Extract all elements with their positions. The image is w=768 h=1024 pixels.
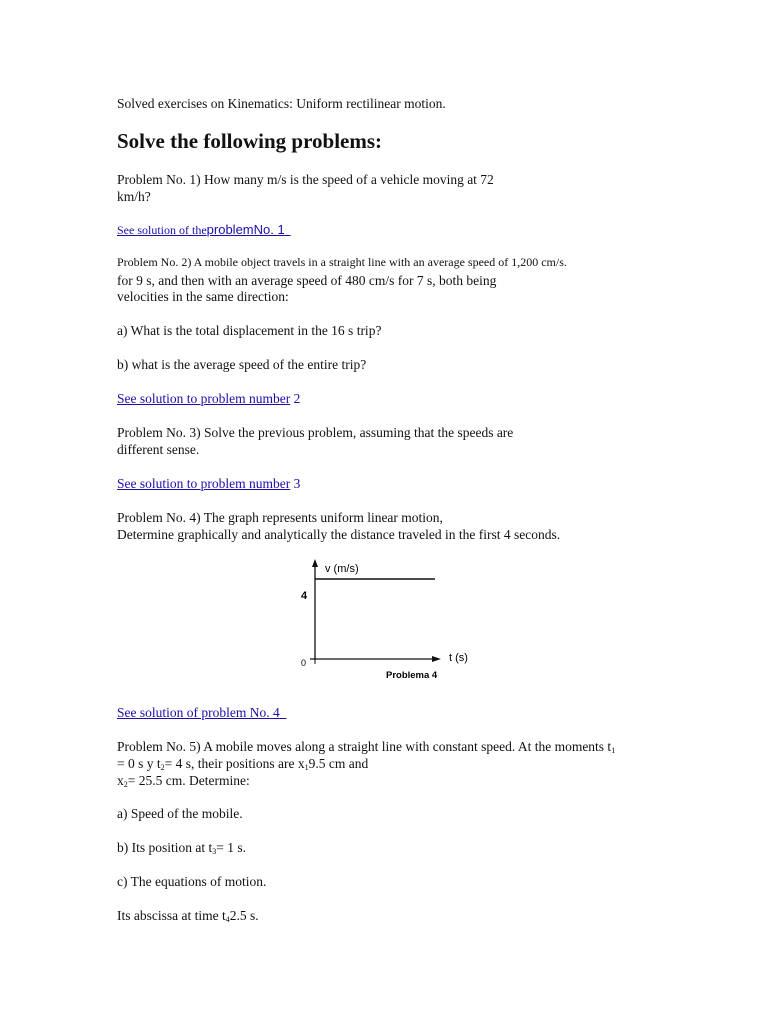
p5-b-b: = 1 s. <box>216 840 246 855</box>
solution-link-1[interactable] <box>117 222 291 238</box>
solution-link-4-label: See solution of problem No. 4 <box>117 705 280 720</box>
p5-line2-a: = 0 s y t <box>117 756 161 771</box>
link-1-part-b: problem <box>206 222 254 237</box>
velocity-time-graph <box>280 555 510 690</box>
problem-3-text: Problem No. 3) Solve the previous problem, assuming that the speeds are <box>117 425 514 440</box>
problem-4-text: Problem No. 4) The graph represents uniform linear motion, <box>117 510 443 525</box>
solution-link-2-number: 2 <box>293 391 301 406</box>
solution-link-2[interactable]: See solution to problem number <box>117 391 291 406</box>
p5-sub-t1: 1 <box>611 746 616 755</box>
p5-sub-t3: 3 <box>212 847 217 856</box>
problem-5-question-d <box>117 907 259 928</box>
p5-line2-b: = 4 s, their positions are x <box>164 756 305 771</box>
solution-link-3-number: 3 <box>293 476 301 491</box>
p5-d-b: 2.5 s. <box>229 908 259 923</box>
solution-link-4-row <box>117 704 286 721</box>
p5-sub-t2: 2 <box>160 763 165 772</box>
problem-5-question-c: c) The equations of motion. <box>117 874 267 889</box>
problem-5-question-b <box>117 839 246 860</box>
solution-link-3[interactable]: See solution to problem number <box>117 476 291 491</box>
p5-sub-t4: 4 <box>225 915 230 924</box>
p5-line3-a: x <box>117 773 124 788</box>
origin-label: 0 <box>301 658 307 668</box>
link-1-part-a: See solution of the <box>117 223 207 237</box>
y-axis-label: v (m/s) <box>325 563 359 575</box>
problem-1-text-cont: km/h? <box>117 189 151 204</box>
solution-link-4[interactable] <box>117 705 286 720</box>
p5-sub-x1: 1 <box>304 763 309 772</box>
problem-2-text: Problem No. 2) A mobile object travels in a straight line with an average speed of 1,200 cm/s. <box>117 255 567 269</box>
p5-line2-c: 9.5 cm and <box>308 756 369 771</box>
problem-2-text-cont2: velocities in the same direction: <box>117 289 289 304</box>
problem-5-text-cont2 <box>117 772 250 793</box>
problem-4-text-cont: Determine graphically and analytically the distance traveled in the first 4 seconds. <box>117 527 561 542</box>
problem-3-text-cont: different sense. <box>117 442 200 457</box>
y-axis-arrow <box>312 559 318 567</box>
problem-5-question-a: a) Speed of the mobile. <box>117 806 243 821</box>
solution-link-1-anchor[interactable] <box>117 223 291 237</box>
problem-2-question-b: b) what is the average speed of the entire trip? <box>117 357 367 372</box>
x-axis-arrow <box>432 656 441 662</box>
p5-sub-x2: 2 <box>123 780 128 789</box>
p5-d-a: Its abscissa at time t <box>117 908 226 923</box>
solution-link-2-row <box>117 390 300 407</box>
problem-2-question-a: a) What is the total displacement in the 16 s trip? <box>117 323 382 338</box>
x-axis-label: t (s) <box>449 652 468 664</box>
graph-caption: Problema 4 <box>386 670 438 681</box>
solution-link-3-row <box>117 475 300 492</box>
p5-b-a: b) Its position at t <box>117 840 213 855</box>
y-tick-label: 4 <box>301 590 308 602</box>
p5-line3-b: = 25.5 cm. Determine: <box>127 773 250 788</box>
problem-2-text-cont: for 9 s, and then with an average speed of 480 cm/s for 7 s, both being <box>117 273 497 288</box>
problem-1-text: Problem No. 1) How many m/s is the speed of a vehicle moving at 72 <box>117 172 494 187</box>
intro-text: Solved exercises on Kinematics: Uniform rectilinear motion. <box>117 96 446 111</box>
link-1-part-c: No. 1 <box>253 222 285 237</box>
page-heading: Solve the following problems: <box>117 129 383 153</box>
p5-line1: Problem No. 5) A mobile moves along a straight line with constant speed. At the moments t <box>117 739 612 754</box>
